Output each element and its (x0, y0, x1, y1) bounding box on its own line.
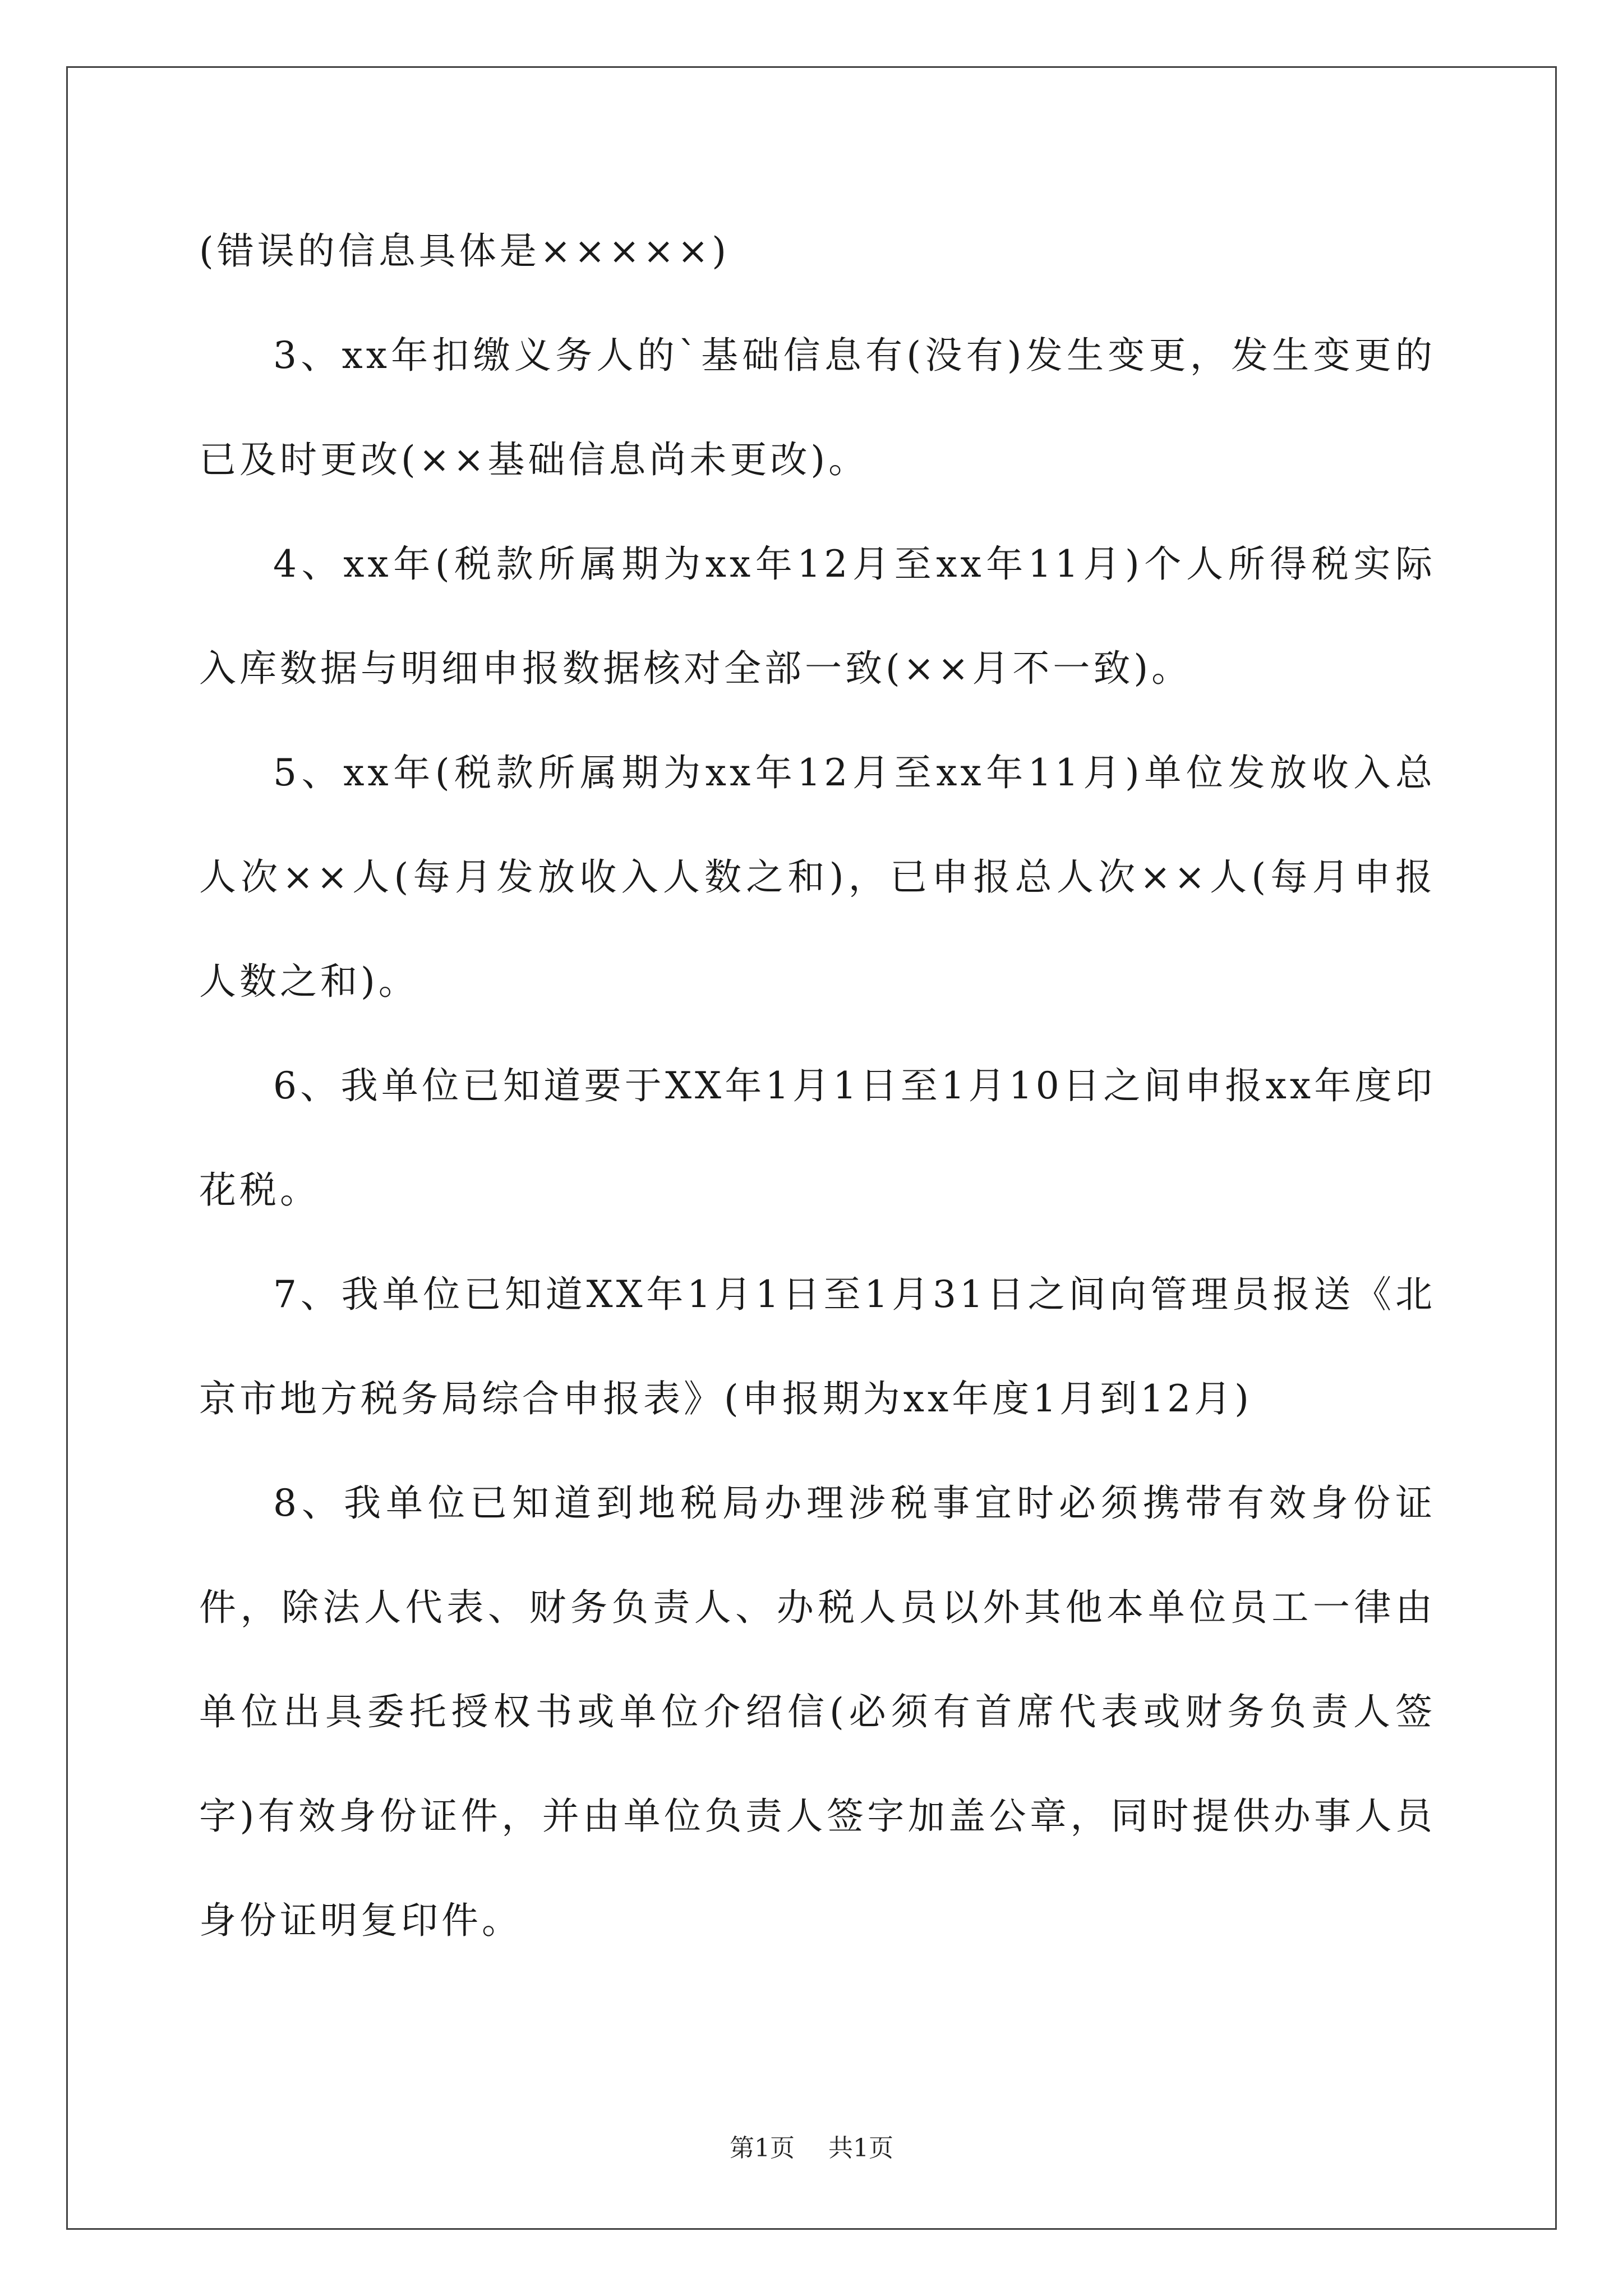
document-body (199, 199, 1436, 1973)
paragraph-item-3: 3、xx年扣缴义务人的`基础信息有(没有)发生变更，发生变更的已及时更改(××基础信息尚未更改)。 (199, 334, 1436, 481)
paragraph-item-8: 8、我单位已知道到地税局办理涉税事宜时必须携带有效身份证件，除法人代表、财务负责人、办税人员以外其他本单位员工一律由单位出具委托授权书或单位介绍信(必须有首席代表或财务负责人签字)有效身份证件，并由单位负责人签字加盖公章，同时提供办事人员身份证明复印件。 (199, 1481, 1436, 1942)
paragraph-error-info: (错误的信息具体是×××××) (199, 229, 730, 273)
page-number-current: 第1页 (730, 2134, 795, 2162)
page-number-total: 共1页 (828, 2134, 893, 2162)
paragraph-item-4: 4、xx年(税款所属期为xx年12月至xx年11月)个人所得税实际入库数据与明细申报数据核对全部一致(××月不一致)。 (199, 542, 1436, 690)
paragraph-item-6: 6、我单位已知道要于XX年1月1日至1月10日之间申报xx年度印花税。 (199, 1064, 1436, 1212)
page-footer (0, 2132, 1623, 2165)
paragraph-item-5: 5、xx年(税款所属期为xx年12月至xx年11月)单位发放收入总人次××人(每月发放收入人数之和)，已申报总人次××人(每月申报人数之和)。 (199, 751, 1436, 1003)
paragraph-item-7: 7、我单位已知道XX年1月1日至1月31日之间向管理员报送《北京市地方税务局综合申报表》(申报期为xx年度1月到12月) (199, 1273, 1436, 1420)
